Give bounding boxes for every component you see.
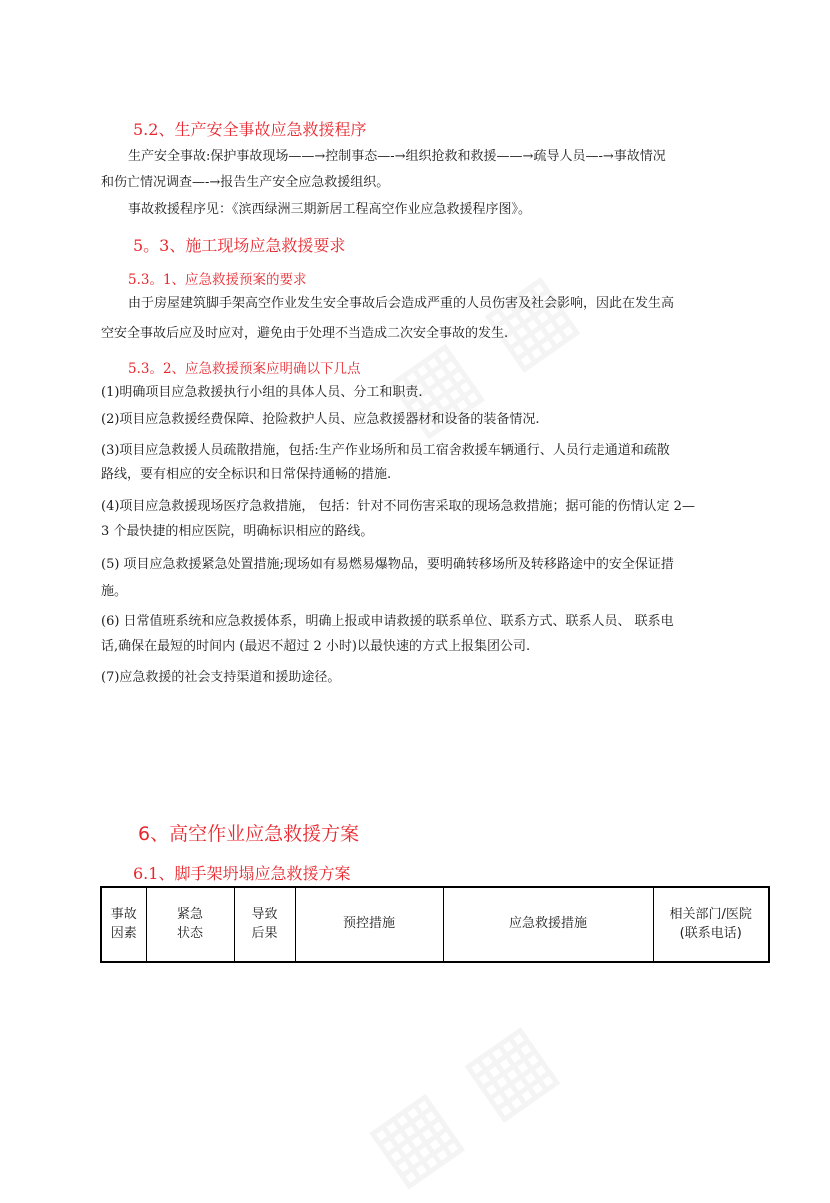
table-header-cell <box>443 887 653 962</box>
rescue-plan-table <box>100 886 770 963</box>
section-6-title: 6、高空作业应急救援方案 <box>138 823 360 845</box>
section-5-2-line: 和伤亡情况调查—-→报告生产安全应急救援组织。 <box>101 175 390 190</box>
list-item: (1)明确项目应急救援执行小组的具体人员、分工和职责. <box>101 385 423 400</box>
header-text: 预控措施 <box>342 916 395 932</box>
list-item: (6) 日常值班系统和应急救援体系，明确上报或申请救援的联系单位、联系方式、联系人员、 联系电 <box>101 614 674 629</box>
section-5-3-2-title: 5.3。2、应急救援预案应明确以下几点 <box>128 361 361 377</box>
table-header-cell <box>653 887 769 962</box>
list-item: (2)项目应急救援经费保障、抢险救护人员、应急救援器材和设备的装备情况. <box>101 412 540 427</box>
table-header-cell <box>234 887 295 962</box>
list-item: (3)项目应急救援人员疏散措施，包括:生产作业场所和员工宿舍救援车辆通行、人员行走通道和疏散 <box>101 443 670 458</box>
header-text: 因素 <box>110 925 137 941</box>
section-5-2-title: 5.2、生产安全事故应急救援程序 <box>133 120 367 139</box>
header-text: 应急救援措施 <box>508 916 587 932</box>
paragraph-line: 由于房屋建筑脚手架高空作业发生安全事故后会造成严重的人员伤害及社会影响，因此在发生高 <box>128 296 675 311</box>
table-header-cell <box>295 887 443 962</box>
list-item: 施。 <box>101 584 128 599</box>
header-text: 相关部门/医院 <box>669 906 752 922</box>
list-item: 路线，要有相应的安全标识和日常保持通畅的措施. <box>101 467 392 482</box>
section-5-2-line: 事故救援程序见：《滨西绿洲三期新居工程高空作业应急救援程序图》。 <box>128 202 532 217</box>
header-text: 紧急 <box>176 906 203 922</box>
watermark-graphic <box>348 1002 573 1203</box>
paragraph-line: 空安全事故后应及时应对，避免由于处理不当造成二次安全事故的发生. <box>101 326 509 341</box>
header-text: 导致 <box>251 906 278 922</box>
header-text: 状态 <box>176 925 203 941</box>
header-text: 事故 <box>110 906 137 922</box>
list-item: 话,确保在最短的时间内 (最迟不超过 2 小时)以最快速的方式上报集团公司. <box>101 639 531 654</box>
table-header-cell <box>101 887 146 962</box>
list-item: 3 个最快捷的相应医院，明确标识相应的路线。 <box>101 524 374 539</box>
section-5-3-1-title: 5.3。1、应急救援预案的要求 <box>128 272 307 288</box>
list-item: (7)应急救援的社会支持渠道和援助途径。 <box>101 670 341 685</box>
header-text: 后果 <box>251 925 278 941</box>
table-header-cell <box>146 887 234 962</box>
list-item: (5) 项目应急救援紧急处置措施;现场如有易燃易爆物品，要明确转移场所及转移路途中的安全保证措 <box>101 557 674 572</box>
section-6-1-title: 6.1、脚手架坍塌应急救援方案 <box>133 864 351 883</box>
section-5-3-title: 5。3、施工现场应急救援要求 <box>133 236 346 255</box>
section-5-2-line: 生产安全事故:保护事故现场——→控制事态—-→组织抢救和救援——→疏导人员—-→事故情况 <box>128 149 666 164</box>
list-item: (4)项目应急救援现场医疗急救措施， 包括：针对不同伤害采取的现场急救措施；据可能的伤情认定 2— <box>101 499 695 514</box>
table-header-row <box>101 887 769 962</box>
header-text: (联系电话) <box>679 925 742 941</box>
